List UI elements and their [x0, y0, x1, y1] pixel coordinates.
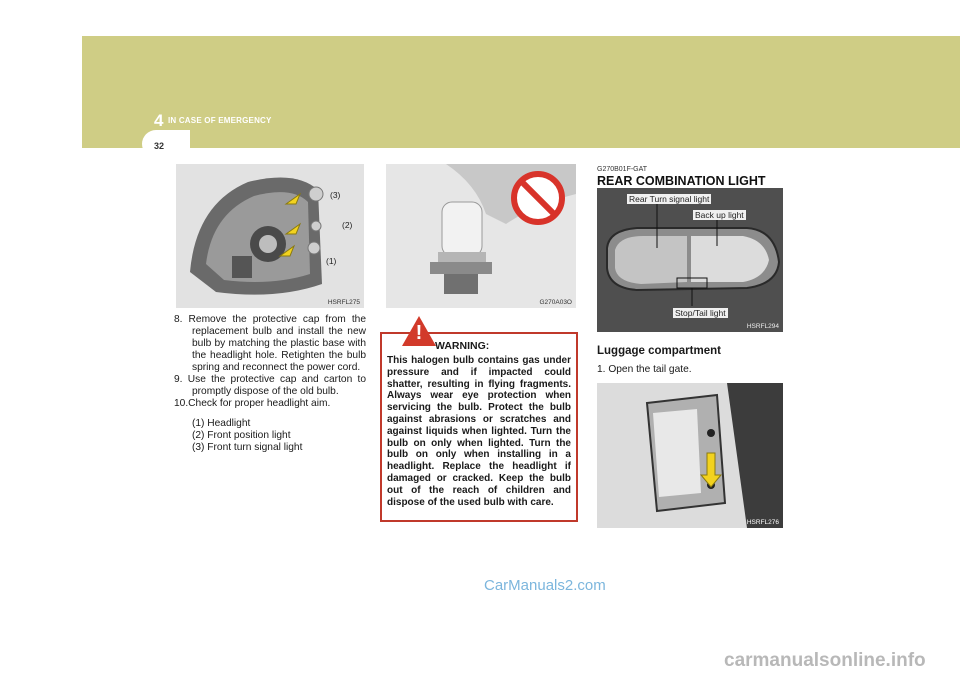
- exclamation-icon: !: [415, 322, 423, 344]
- instruction-steps: [174, 314, 366, 454]
- tail-gate-illustration: [597, 383, 783, 528]
- stop-tail-light-label: Stop/Tail light: [675, 308, 726, 318]
- figure-code: HSRFL275: [327, 299, 360, 306]
- site-watermark: CarManuals2.com: [484, 577, 606, 594]
- callout-3: (3): [330, 190, 341, 200]
- legend-item: (1) Headlight: [192, 418, 251, 429]
- open-tail-gate-step: 1. Open the tail gate.: [597, 364, 692, 375]
- figure-code: HSRFL294: [746, 323, 779, 330]
- back-up-light-label: Back up light: [695, 210, 744, 220]
- section-code: G270B01F-GAT: [597, 166, 648, 173]
- callout-1: (1): [326, 256, 337, 266]
- footer-watermark: carmanualsonline.info: [724, 650, 926, 671]
- headlight-figure: [176, 164, 364, 308]
- step-9: 9. Use the protective cap and carton to promptly dispose of the old bulb.: [174, 374, 366, 397]
- legend-item: (2) Front position light: [192, 430, 291, 441]
- callout-2: (2): [342, 220, 353, 230]
- section-title: REAR COMBINATION LIGHT: [597, 174, 766, 188]
- bulb-illustration: [386, 164, 576, 308]
- parts-legend: [192, 418, 366, 454]
- chapter-title: IN CASE OF EMERGENCY: [168, 116, 272, 125]
- page-number: 32: [154, 141, 165, 151]
- header-band: [82, 36, 960, 148]
- chapter-number: 4: [154, 111, 164, 130]
- tail-gate-figure: [597, 383, 783, 528]
- rear-light-figure: [597, 188, 783, 332]
- figure-code: G270A03O: [539, 299, 572, 306]
- luggage-compartment-title: Luggage compartment: [597, 345, 721, 357]
- legend-item: (3) Front turn signal light: [192, 442, 303, 453]
- warning-box: [380, 322, 578, 522]
- headlight-illustration: [176, 164, 364, 308]
- rear-turn-signal-label: Rear Turn signal light: [629, 194, 710, 204]
- page-number-tab: [142, 130, 190, 158]
- warning-title: WARNING:: [435, 340, 490, 352]
- figure-code: HSRFL276: [746, 519, 779, 526]
- step-8: 8. Remove the protective cap from the replacement bulb and install the new bulb by matching the plastic base with the headlight hole. Retighten the bulb spring and reconnect the power cord.: [174, 314, 366, 373]
- warning-text: This halogen bulb contains gas under pressure and if impacted could shatter, resulting in flying fragments. Always wear eye protection when servicing the bulb. Protect the bulb against abrasions or scratches and against liquids when lighted. Turn the bulb on only when lighted. Turn the bulb on only when installing in a headlight. Replace the headlight if damaged or cracked. Keep the bulb out of the reach of children and dispose of the used bulb with care.: [387, 355, 571, 508]
- bulb-figure: [386, 164, 576, 308]
- step-10: 10.Check for proper headlight aim.: [174, 398, 331, 409]
